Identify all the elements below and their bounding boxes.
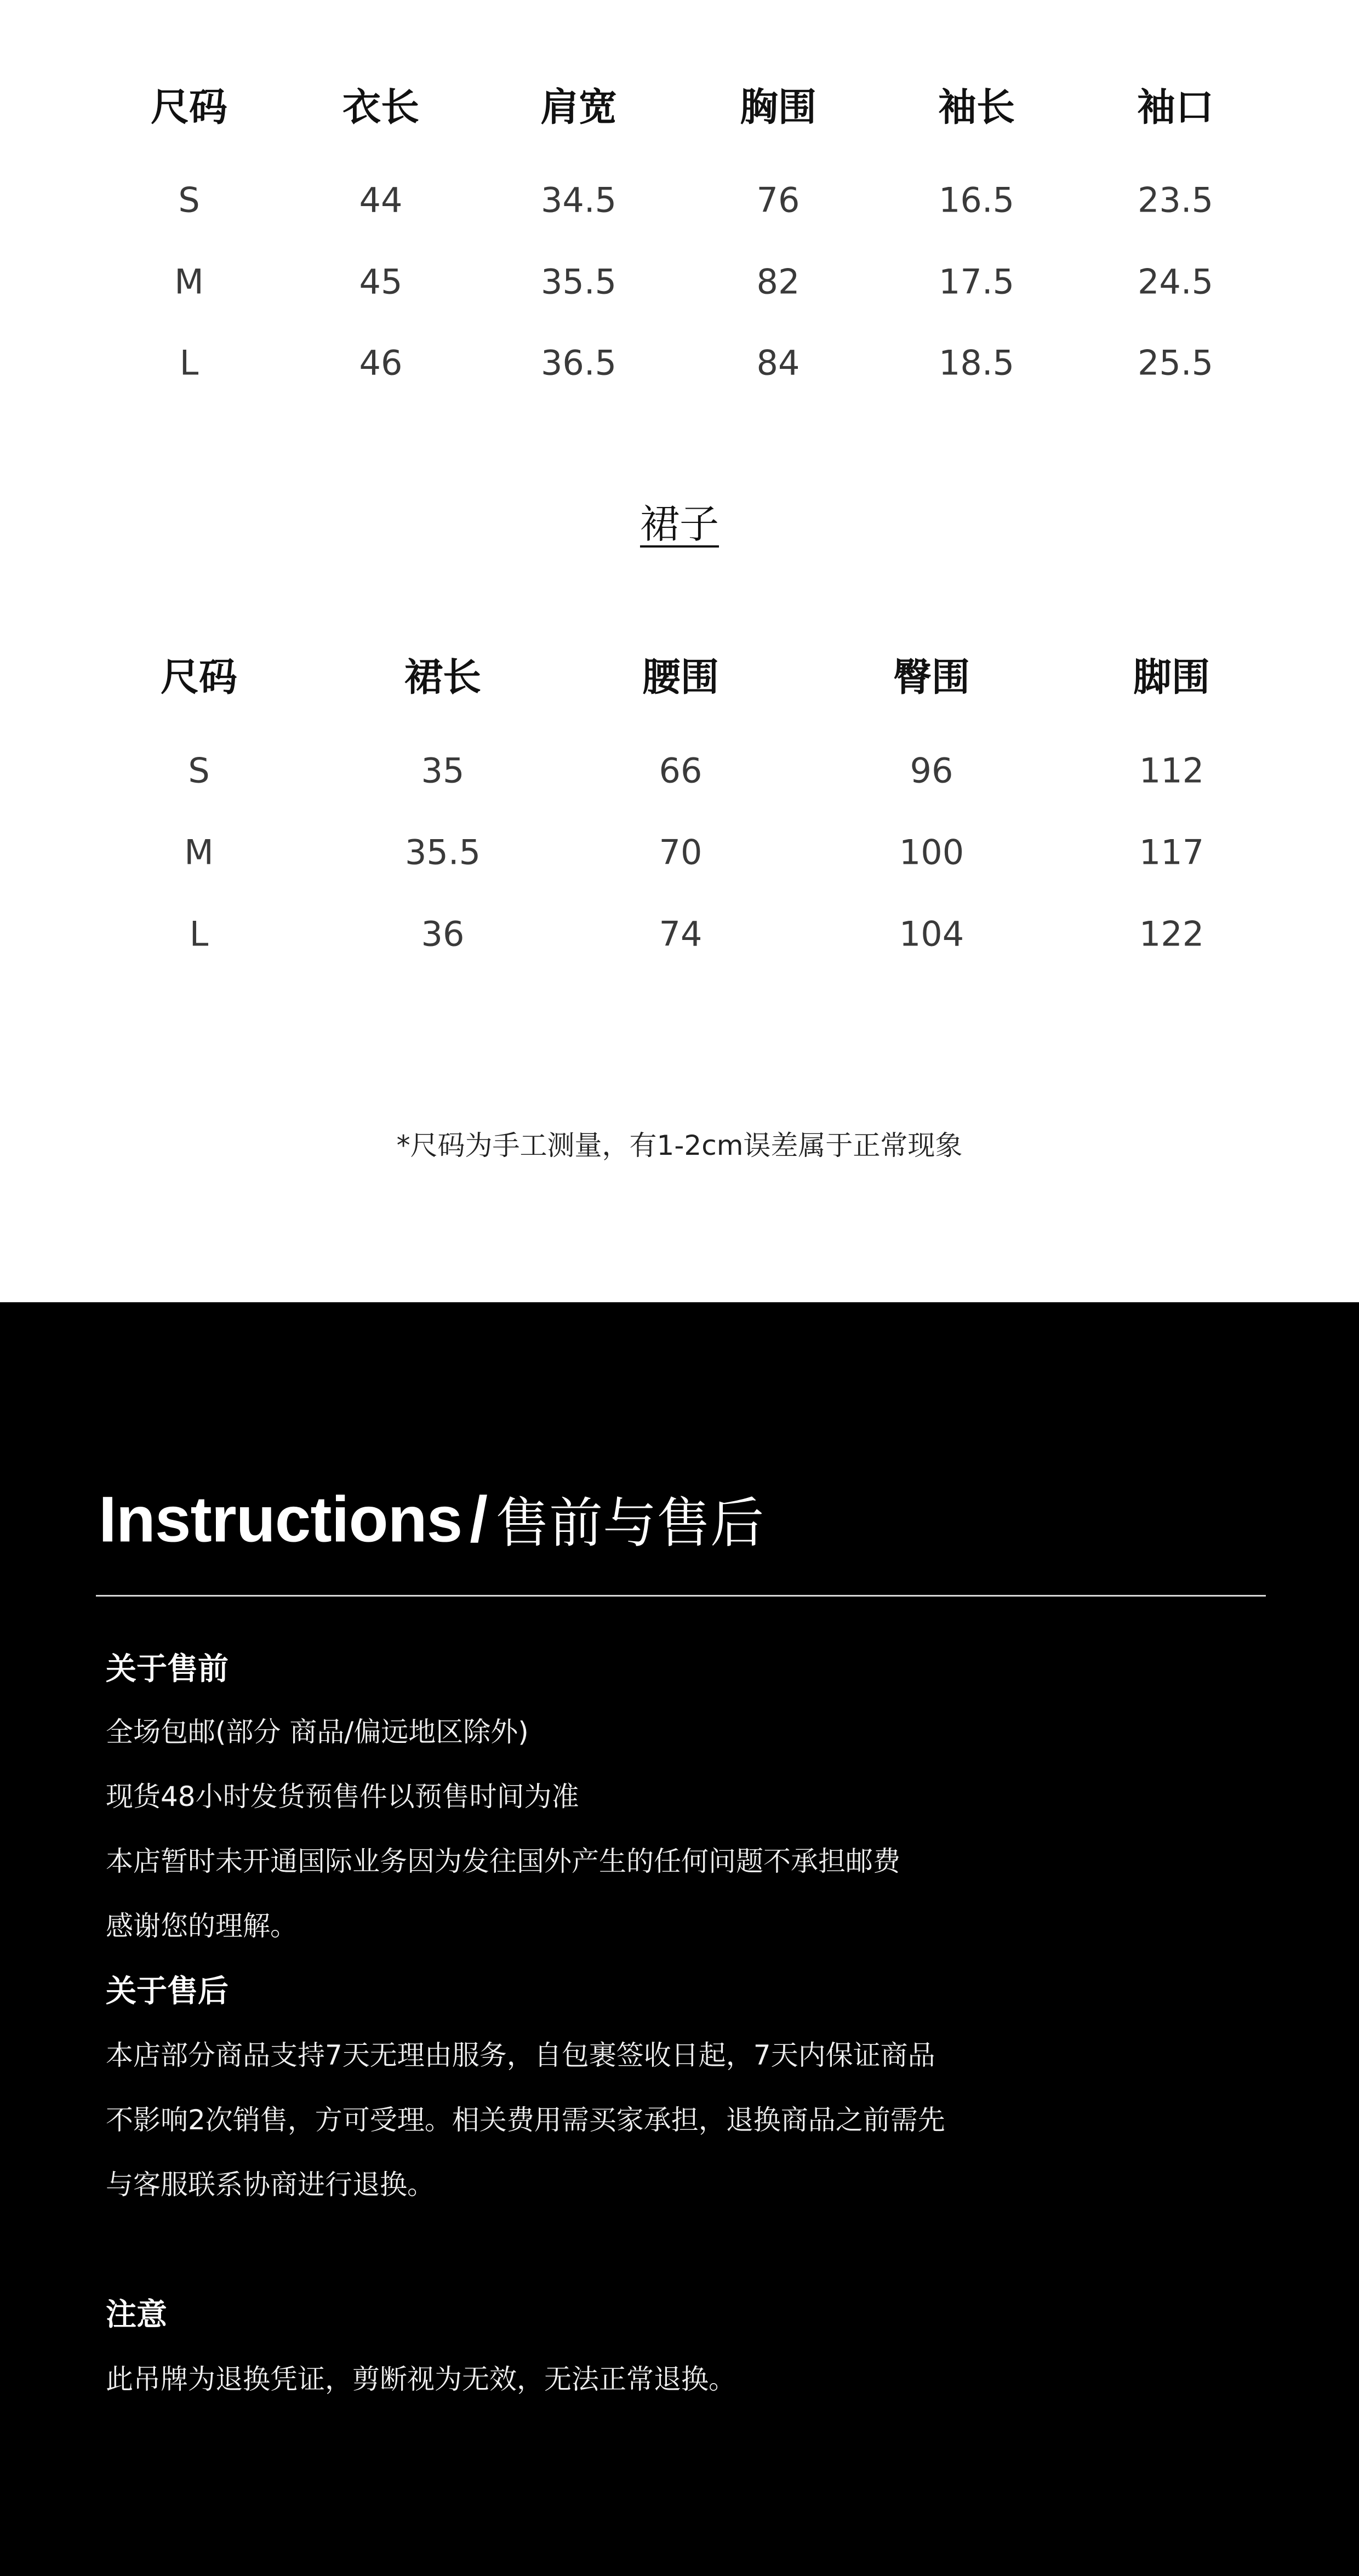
- instructions-heading: [99, 1480, 764, 1558]
- table-cell: 82: [756, 261, 800, 302]
- section-divider: [96, 1595, 1266, 1597]
- presale-line: 现货48小时发货预售件以预售时间为准: [106, 1781, 579, 1813]
- aftersale-heading: 关于售后: [106, 1974, 229, 2009]
- table-cell: M: [174, 261, 204, 302]
- table-cell: 100: [899, 832, 964, 873]
- measurement-note: *尺码为手工测量，有1-2cm误差属于正常现象: [396, 1130, 963, 1161]
- column-header: 衣长: [342, 84, 419, 130]
- table-cell: 25.5: [1137, 343, 1214, 383]
- column-header: 尺码: [161, 654, 237, 700]
- column-header: 袖口: [1137, 84, 1214, 130]
- notice-heading: 注意: [106, 2297, 167, 2333]
- table-cell: 44: [359, 180, 403, 220]
- table-cell: 36: [421, 914, 465, 954]
- table-cell: 76: [756, 180, 800, 220]
- column-header: 肩宽: [540, 84, 617, 130]
- column-header: 裙长: [404, 654, 481, 700]
- aftersale-line: 本店部分商品支持7天无理由服务，自包裹签收日起，7天内保证商品: [106, 2039, 935, 2071]
- table-cell: 18.5: [938, 343, 1015, 383]
- table-cell: L: [179, 343, 199, 383]
- table-cell: 35: [421, 750, 465, 791]
- presale-line: 全场包邮(部分 商品/偏远地区除外): [106, 1716, 529, 1748]
- table-cell: 35.5: [404, 832, 481, 873]
- table-cell: 16.5: [938, 180, 1015, 220]
- column-header: 脚围: [1133, 654, 1210, 700]
- instructions-title-cn: 售前与售后: [495, 1492, 764, 1555]
- column-header: 胸围: [740, 84, 816, 130]
- table-cell: 117: [1139, 832, 1204, 873]
- table-cell: 70: [659, 832, 703, 873]
- presale-line: 感谢您的理解。: [106, 1910, 298, 1942]
- table-cell: 66: [659, 750, 703, 791]
- skirt-title-text: 裙子: [639, 501, 719, 547]
- table-cell: L: [189, 914, 209, 954]
- column-header: 尺码: [151, 84, 227, 130]
- table-cell: 24.5: [1137, 261, 1214, 302]
- table-cell: 96: [910, 750, 953, 791]
- instructions-title-en: Instructions: [99, 1483, 462, 1556]
- table-cell: 35.5: [540, 261, 617, 302]
- table-cell: S: [188, 750, 210, 791]
- table-cell: 84: [756, 343, 800, 383]
- presale-line: 本店暂时未开通国际业务因为发往国外产生的任何问题不承担邮费: [106, 1845, 900, 1877]
- table-cell: 34.5: [540, 180, 617, 220]
- instructions-section: [0, 1302, 1359, 2576]
- instructions-title-separator: /: [470, 1483, 488, 1556]
- table-cell: 122: [1139, 914, 1204, 954]
- aftersale-line: 不影响2次销售，方可受理。相关费用需买家承担，退换商品之前需先: [106, 2104, 945, 2136]
- notice-line: 此吊牌为退换凭证，剪断视为无效，无法正常退换。: [106, 2363, 736, 2395]
- table-cell: S: [178, 180, 200, 220]
- table-cell: 23.5: [1137, 180, 1214, 220]
- column-header: 腰围: [642, 654, 719, 700]
- presale-heading: 关于售前: [106, 1651, 229, 1687]
- table-cell: 36.5: [540, 343, 617, 383]
- skirt-section-title: [0, 492, 1359, 549]
- table-cell: 17.5: [938, 261, 1015, 302]
- table-cell: 45: [359, 261, 403, 302]
- table-cell: 74: [659, 914, 703, 954]
- column-header: 袖长: [938, 84, 1015, 130]
- table-cell: M: [184, 832, 214, 873]
- table-cell: 112: [1139, 750, 1204, 791]
- table-cell: 104: [899, 914, 964, 954]
- aftersale-line: 与客服联系协商进行退换。: [106, 2169, 435, 2201]
- table-cell: 46: [359, 343, 403, 383]
- column-header: 臀围: [893, 654, 970, 700]
